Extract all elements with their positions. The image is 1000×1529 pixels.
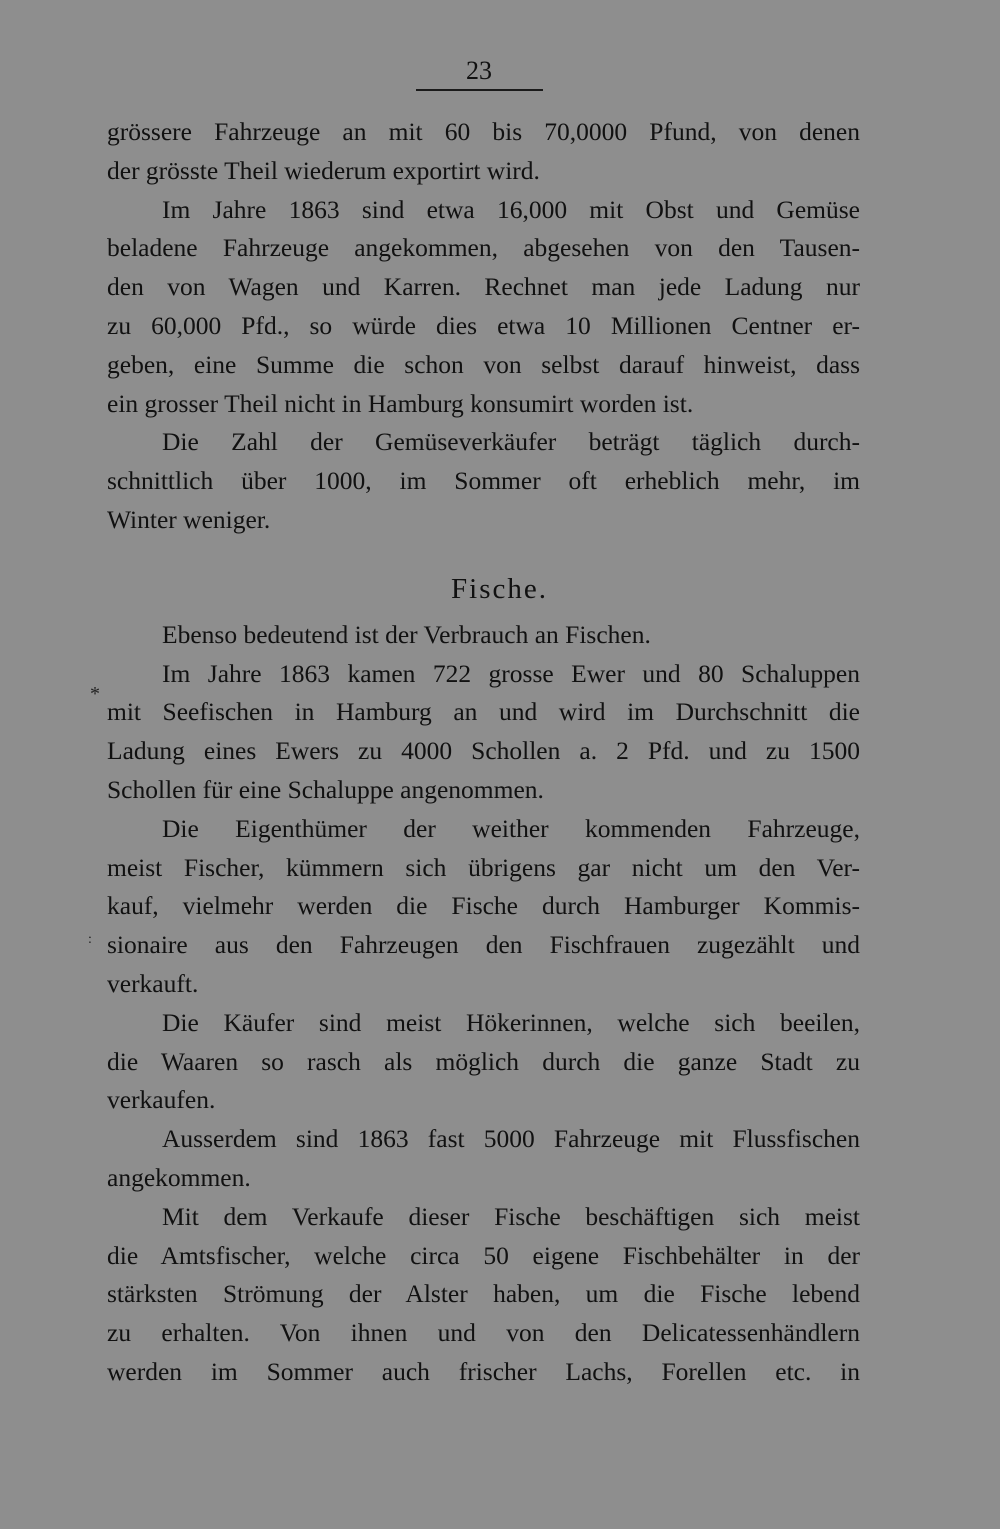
text-line: angekommen.: [107, 1162, 251, 1192]
text-line: Mit dem Verkaufe dieser Fische beschäftigen sich meist: [162, 1201, 860, 1231]
text-line: mit Seefischen in Hamburg an und wird im Durchschnitt die: [107, 697, 860, 727]
text-line: zu 60,000 Pfd., so würde dies etwa 10 Millionen Centner er-: [107, 310, 860, 340]
text-line: ein grosser Theil nicht in Hamburg konsumirt worden ist.: [107, 388, 694, 418]
text-line: verkauft.: [107, 968, 199, 998]
body-text: [107, 113, 860, 1392]
section-heading: Fische.: [451, 572, 548, 605]
text-line: Schollen für eine Schaluppe angenommen.: [107, 774, 544, 804]
margin-dot-mark: :: [88, 932, 92, 947]
text-line: den von Wagen und Karren. Rechnet man jede Ladung nur: [107, 272, 860, 302]
margin-asterisk-mark: *: [90, 683, 100, 705]
text-line: kauf, vielmehr werden die Fische durch Hamburger Kommis-: [107, 891, 860, 921]
text-line: die Waaren so rasch als möglich durch die ganze Stadt zu: [107, 1046, 860, 1076]
text-line: meist Fischer, kümmern sich übrigens gar nicht um den Ver-: [107, 852, 860, 882]
text-line: werden im Sommer auch frischer Lachs, Forellen etc. in: [107, 1356, 860, 1386]
text-line: grössere Fahrzeuge an mit 60 bis 70,0000 Pfund, von denen: [107, 117, 860, 146]
text-line: zu erhalten. Von ihnen und von den Delicatessenhändlern: [107, 1318, 860, 1348]
text-line: schnittlich über 1000, im Sommer oft erheblich mehr, im: [107, 466, 860, 496]
text-line: Im Jahre 1863 sind etwa 16,000 mit Obst und Gemüse: [162, 194, 860, 224]
text-line: Im Jahre 1863 kamen 722 grosse Ewer und 80 Schaluppen: [162, 658, 860, 688]
page-number: 23: [466, 56, 492, 85]
text-line: verkaufen.: [107, 1085, 216, 1115]
text-line: Ebenso bedeutend ist der Verbrauch an Fischen.: [162, 619, 651, 649]
text-line: beladene Fahrzeuge angekommen, abgesehen von den Tausen-: [107, 233, 860, 263]
text-line: die Amtsfischer, welche circa 50 eigene Fischbehälter in der: [107, 1240, 860, 1270]
text-line: Die Käufer sind meist Hökerinnen, welche sich beeilen,: [162, 1007, 860, 1037]
text-line: Ladung eines Ewers zu 4000 Schollen a. 2 Pfd. und zu 1500: [107, 736, 860, 766]
text-line: der grösste Theil wiederum exportirt wird.: [107, 155, 540, 185]
text-line: Winter weniger.: [107, 504, 271, 534]
text-line: sionaire aus den Fahrzeugen den Fischfrauen zugezählt und: [107, 930, 860, 960]
text-line: Die Eigenthümer der weither kommenden Fahrzeuge,: [162, 813, 860, 843]
page-number-rule: [416, 89, 543, 91]
text-line: Die Zahl der Gemüseverkäufer beträgt täglich durch-: [162, 427, 860, 457]
text-line: Ausserdem sind 1863 fast 5000 Fahrzeuge mit Flussfischen: [162, 1124, 860, 1154]
text-line: stärksten Strömung der Alster haben, um die Fische lebend: [107, 1279, 860, 1309]
text-line: geben, eine Summe die schon von selbst darauf hinweist, dass: [107, 349, 860, 379]
